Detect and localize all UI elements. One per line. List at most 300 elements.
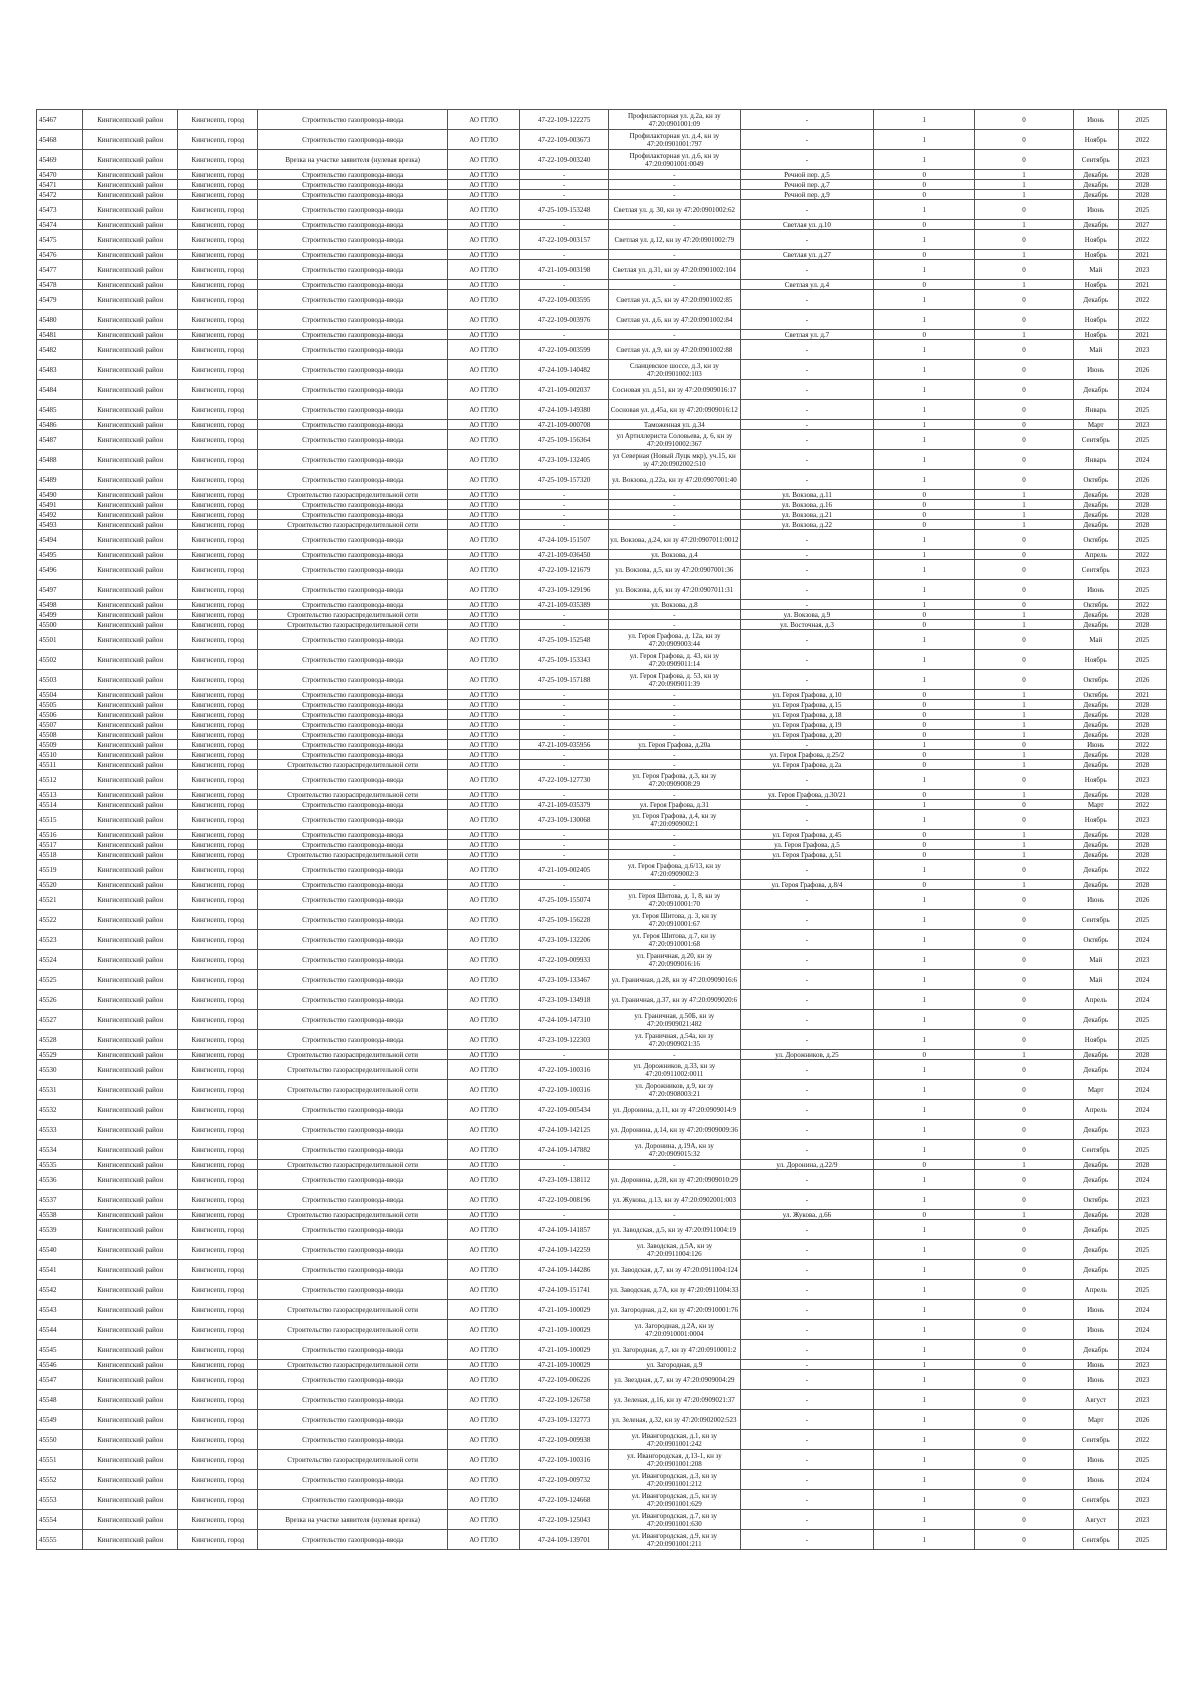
- district-cell: Кингисеппский район: [83, 1240, 178, 1260]
- street-address-cell: -: [740, 450, 874, 470]
- month-cell: Ноябрь: [1073, 770, 1118, 790]
- table-row: [37, 560, 1167, 580]
- street-address-cell: -: [740, 1470, 874, 1490]
- settlement-cell: Кингисепп, город: [178, 110, 258, 130]
- ident-cell: -: [520, 620, 609, 630]
- month-cell: Декабрь: [1073, 220, 1118, 230]
- flag-a-cell: 1: [874, 200, 975, 220]
- flag-a-cell: 0: [874, 710, 975, 720]
- organization-cell: АО ГГЛО: [447, 620, 519, 630]
- street-address-cell: ул. Вокзова, д.11: [740, 490, 874, 500]
- cadastral-address-cell: ул. Ивангородская, д.9, кн зу 47:20:0901001:211: [609, 1530, 741, 1550]
- settlement-cell: Кингисепп, город: [178, 1320, 258, 1340]
- flag-b-cell: 0: [975, 860, 1074, 880]
- month-cell: Сентябрь: [1073, 910, 1118, 930]
- street-address-cell: -: [740, 630, 874, 650]
- flag-b-cell: 1: [975, 190, 1074, 200]
- flag-b-cell: 0: [975, 560, 1074, 580]
- cadastral-address-cell: ул. Героя Графова, д.6/13, кн зу 47:20:0909002:3: [609, 860, 741, 880]
- month-cell: Декабрь: [1073, 170, 1118, 180]
- district-cell: Кингисеппский район: [83, 1410, 178, 1430]
- district-cell: Кингисеппский район: [83, 840, 178, 850]
- row-id: 45529: [37, 1050, 83, 1060]
- street-address-cell: -: [740, 1430, 874, 1450]
- flag-a-cell: 1: [874, 1010, 975, 1030]
- settlement-cell: Кингисепп, город: [178, 290, 258, 310]
- ident-cell: 47-22-109-006226: [520, 1370, 609, 1390]
- settlement-cell: Кингисепп, город: [178, 770, 258, 790]
- year-cell: 2022: [1118, 600, 1166, 610]
- organization-cell: АО ГГЛО: [447, 1170, 519, 1190]
- year-cell: 2022: [1118, 740, 1166, 750]
- settlement-cell: Кингисепп, город: [178, 1220, 258, 1240]
- flag-b-cell: 0: [975, 670, 1074, 690]
- row-id: 45541: [37, 1260, 83, 1280]
- table-row: [37, 580, 1167, 600]
- year-cell: 2028: [1118, 1050, 1166, 1060]
- settlement-cell: Кингисепп, город: [178, 190, 258, 200]
- district-cell: Кингисеппский район: [83, 970, 178, 990]
- month-cell: Декабрь: [1073, 620, 1118, 630]
- row-id: 45468: [37, 130, 83, 150]
- flag-a-cell: 0: [874, 520, 975, 530]
- cadastral-address-cell: ул. Граничная, д.54а, кн зу 47:20:0909021:35: [609, 1030, 741, 1050]
- work-type-cell: Строительство газопровода-ввода: [258, 430, 448, 450]
- street-address-cell: -: [740, 420, 874, 430]
- cadastral-address-cell: ул. Заводская, д.5, кн зу 47:20:0911004:19: [609, 1220, 741, 1240]
- district-cell: Кингисеппский район: [83, 400, 178, 420]
- district-cell: Кингисеппский район: [83, 580, 178, 600]
- year-cell: 2025: [1118, 530, 1166, 550]
- month-cell: Июнь: [1073, 1370, 1118, 1390]
- street-address-cell: -: [740, 950, 874, 970]
- settlement-cell: Кингисепп, город: [178, 1170, 258, 1190]
- ident-cell: 47-24-109-144286: [520, 1260, 609, 1280]
- street-address-cell: Речной пер. д.5: [740, 170, 874, 180]
- settlement-cell: Кингисепп, город: [178, 1030, 258, 1050]
- flag-b-cell: 0: [975, 130, 1074, 150]
- organization-cell: АО ГГЛО: [447, 930, 519, 950]
- cadastral-address-cell: ул. Вокзова, д.5, кн зу 47:20:0907001:36: [609, 560, 741, 580]
- organization-cell: АО ГГЛО: [447, 1490, 519, 1510]
- organization-cell: АО ГГЛО: [447, 1010, 519, 1030]
- flag-a-cell: 1: [874, 380, 975, 400]
- table-row: [37, 1140, 1167, 1160]
- street-address-cell: -: [740, 740, 874, 750]
- settlement-cell: Кингисепп, город: [178, 1390, 258, 1410]
- flag-b-cell: 0: [975, 630, 1074, 650]
- year-cell: 2025: [1118, 200, 1166, 220]
- row-id: 45521: [37, 890, 83, 910]
- ident-cell: -: [520, 170, 609, 180]
- district-cell: Кингисеппский район: [83, 110, 178, 130]
- cadastral-address-cell: Светлая ул. д.6, кн зу 47:20:0901002:84: [609, 310, 741, 330]
- organization-cell: АО ГГЛО: [447, 830, 519, 840]
- ident-cell: -: [520, 880, 609, 890]
- table-row: [37, 150, 1167, 170]
- month-cell: Декабрь: [1073, 850, 1118, 860]
- settlement-cell: Кингисепп, город: [178, 830, 258, 840]
- organization-cell: АО ГГЛО: [447, 190, 519, 200]
- ident-cell: -: [520, 190, 609, 200]
- street-address-cell: -: [740, 600, 874, 610]
- month-cell: Ноябрь: [1073, 130, 1118, 150]
- street-address-cell: -: [740, 1190, 874, 1210]
- settlement-cell: Кингисепп, город: [178, 610, 258, 620]
- cadastral-address-cell: Профилакторная ул. д.4, кн зу 47:20:0901001:797: [609, 130, 741, 150]
- year-cell: 2028: [1118, 850, 1166, 860]
- work-type-cell: Строительство газопровода-ввода: [258, 730, 448, 740]
- work-type-cell: Строительство газопровода-ввода: [258, 400, 448, 420]
- district-cell: Кингисеппский район: [83, 650, 178, 670]
- district-cell: Кингисеппский район: [83, 450, 178, 470]
- cadastral-address-cell: ул. Героя Графова, д. 53, кн зу 47:20:0909011:39: [609, 670, 741, 690]
- district-cell: Кингисеппский район: [83, 430, 178, 450]
- settlement-cell: Кингисепп, город: [178, 150, 258, 170]
- ident-cell: 47-22-109-009933: [520, 950, 609, 970]
- flag-a-cell: 1: [874, 930, 975, 950]
- settlement-cell: Кингисепп, город: [178, 260, 258, 280]
- work-type-cell: Строительство газопровода-ввода: [258, 600, 448, 610]
- street-address-cell: Речной пер. д.7: [740, 180, 874, 190]
- flag-b-cell: 0: [975, 260, 1074, 280]
- cadastral-address-cell: ул. Героя Графова, д. 43, кн зу 47:20:0909011:14: [609, 650, 741, 670]
- month-cell: Апрель: [1073, 990, 1118, 1010]
- settlement-cell: Кингисепп, город: [178, 470, 258, 490]
- cadastral-address-cell: ул. Ивангородская, д.7, кн зу 47:20:0901001:630: [609, 1510, 741, 1530]
- year-cell: 2028: [1118, 720, 1166, 730]
- year-cell: 2028: [1118, 510, 1166, 520]
- month-cell: Декабрь: [1073, 1260, 1118, 1280]
- ident-cell: 47-24-109-142259: [520, 1240, 609, 1260]
- year-cell: 2024: [1118, 1470, 1166, 1490]
- ident-cell: -: [520, 330, 609, 340]
- settlement-cell: Кингисепп, город: [178, 630, 258, 650]
- table-row: [37, 420, 1167, 430]
- row-id: 45496: [37, 560, 83, 580]
- street-address-cell: ул. Героя Графова, д.20: [740, 730, 874, 740]
- flag-a-cell: 1: [874, 630, 975, 650]
- row-id: 45486: [37, 420, 83, 430]
- ident-cell: 47-25-109-157320: [520, 470, 609, 490]
- cadastral-address-cell: ул. Заводская, д.5А, кн зу 47:20:0911004:126: [609, 1240, 741, 1260]
- street-address-cell: -: [740, 1260, 874, 1280]
- flag-b-cell: 0: [975, 770, 1074, 790]
- month-cell: Июнь: [1073, 1320, 1118, 1340]
- street-address-cell: -: [740, 1450, 874, 1470]
- district-cell: Кингисеппский район: [83, 1300, 178, 1320]
- street-address-cell: -: [740, 1280, 874, 1300]
- organization-cell: АО ГГЛО: [447, 1220, 519, 1240]
- settlement-cell: Кингисепп, город: [178, 730, 258, 740]
- cadastral-address-cell: ул. Вокзова, д.8: [609, 600, 741, 610]
- ident-cell: -: [520, 280, 609, 290]
- cadastral-address-cell: ул. Звездная, д.7, кн зу 47:20:0909004:29: [609, 1370, 741, 1390]
- district-cell: Кингисеппский район: [83, 690, 178, 700]
- settlement-cell: Кингисепп, город: [178, 1050, 258, 1060]
- street-address-cell: -: [740, 1080, 874, 1100]
- table-row: [37, 750, 1167, 760]
- ident-cell: -: [520, 700, 609, 710]
- flag-b-cell: 1: [975, 700, 1074, 710]
- work-type-cell: Строительство газопровода-ввода: [258, 220, 448, 230]
- row-id: 45512: [37, 770, 83, 790]
- settlement-cell: Кингисепп, город: [178, 340, 258, 360]
- row-id: 45526: [37, 990, 83, 1010]
- work-type-cell: Строительство газопровода-ввода: [258, 670, 448, 690]
- register-sheet: [36, 109, 1167, 1550]
- month-cell: Октябрь: [1073, 1190, 1118, 1210]
- table-row: [37, 490, 1167, 500]
- organization-cell: АО ГГЛО: [447, 1370, 519, 1390]
- flag-a-cell: 1: [874, 1360, 975, 1370]
- year-cell: 2025: [1118, 1530, 1166, 1550]
- organization-cell: АО ГГЛО: [447, 1450, 519, 1470]
- month-cell: Ноябрь: [1073, 650, 1118, 670]
- flag-b-cell: 0: [975, 580, 1074, 600]
- organization-cell: АО ГГЛО: [447, 520, 519, 530]
- work-type-cell: Строительство газопровода-ввода: [258, 340, 448, 360]
- cadastral-address-cell: ул Северная (Новый Луцк мкр), уч.15, кн зу 47:20:0902002:510: [609, 450, 741, 470]
- ident-cell: 47-22-109-008196: [520, 1190, 609, 1210]
- settlement-cell: Кингисепп, город: [178, 700, 258, 710]
- cadastral-address-cell: -: [609, 170, 741, 180]
- year-cell: 2025: [1118, 580, 1166, 600]
- cadastral-address-cell: Светлая ул. д.5, кн зу 47:20:0901002:85: [609, 290, 741, 310]
- table-row: [37, 950, 1167, 970]
- year-cell: 2026: [1118, 1410, 1166, 1430]
- street-address-cell: ул. Героя Графова, д.10: [740, 690, 874, 700]
- row-id: 45530: [37, 1060, 83, 1080]
- year-cell: 2025: [1118, 1450, 1166, 1470]
- settlement-cell: Кингисепп, город: [178, 750, 258, 760]
- table-row: [37, 180, 1167, 190]
- month-cell: Сентябрь: [1073, 150, 1118, 170]
- settlement-cell: Кингисепп, город: [178, 1470, 258, 1490]
- flag-b-cell: 0: [975, 1390, 1074, 1410]
- flag-b-cell: 0: [975, 1260, 1074, 1280]
- work-type-cell: Строительство газопровода-ввода: [258, 260, 448, 280]
- settlement-cell: Кингисепп, город: [178, 800, 258, 810]
- cadastral-address-cell: ул. Героя Шитова, д. 3, кн зу 47:20:0910001:67: [609, 910, 741, 930]
- district-cell: Кингисеппский район: [83, 1360, 178, 1370]
- flag-a-cell: 1: [874, 1120, 975, 1140]
- settlement-cell: Кингисепп, город: [178, 1160, 258, 1170]
- district-cell: Кингисеппский район: [83, 910, 178, 930]
- work-type-cell: Строительство газораспределительной сети: [258, 1210, 448, 1220]
- ident-cell: 47-22-109-003673: [520, 130, 609, 150]
- year-cell: 2025: [1118, 1010, 1166, 1030]
- cadastral-address-cell: ул. Зеленая, д.32, кн зу 47:20:0902002:523: [609, 1410, 741, 1430]
- table-row: [37, 190, 1167, 200]
- month-cell: Ноябрь: [1073, 310, 1118, 330]
- year-cell: 2028: [1118, 750, 1166, 760]
- year-cell: 2024: [1118, 450, 1166, 470]
- district-cell: Кингисеппский район: [83, 190, 178, 200]
- organization-cell: АО ГГЛО: [447, 170, 519, 180]
- row-id: 45517: [37, 840, 83, 850]
- row-id: 45543: [37, 1300, 83, 1320]
- ident-cell: 47-24-109-141857: [520, 1220, 609, 1240]
- row-id: 45536: [37, 1170, 83, 1190]
- ident-cell: -: [520, 840, 609, 850]
- month-cell: Декабрь: [1073, 790, 1118, 800]
- flag-b-cell: 0: [975, 1100, 1074, 1120]
- cadastral-address-cell: ул. Доронина, д.14, кн зу 47:20:0909009:36: [609, 1120, 741, 1140]
- month-cell: Июнь: [1073, 200, 1118, 220]
- cadastral-address-cell: ул. Дорожников, д.9, кн зу 47:20:0908003:21: [609, 1080, 741, 1100]
- month-cell: Ноябрь: [1073, 810, 1118, 830]
- cadastral-address-cell: -: [609, 830, 741, 840]
- row-id: 45546: [37, 1360, 83, 1370]
- cadastral-address-cell: ул. Загородная, д.7, кн зу 47:20:0910001:2: [609, 1340, 741, 1360]
- row-id: 45502: [37, 650, 83, 670]
- organization-cell: АО ГГЛО: [447, 260, 519, 280]
- flag-a-cell: 0: [874, 490, 975, 500]
- settlement-cell: Кингисепп, город: [178, 310, 258, 330]
- settlement-cell: Кингисепп, город: [178, 1280, 258, 1300]
- flag-a-cell: 1: [874, 430, 975, 450]
- settlement-cell: Кингисепп, город: [178, 1340, 258, 1360]
- cadastral-address-cell: -: [609, 880, 741, 890]
- organization-cell: АО ГГЛО: [447, 550, 519, 560]
- organization-cell: АО ГГЛО: [447, 560, 519, 580]
- organization-cell: АО ГГЛО: [447, 1390, 519, 1410]
- cadastral-address-cell: ул. Вокзова, д.6, кн зу 47:20:0907011:31: [609, 580, 741, 600]
- street-address-cell: ул. Героя Графова, д.51: [740, 850, 874, 860]
- ident-cell: 47-24-109-140482: [520, 360, 609, 380]
- flag-a-cell: 1: [874, 1390, 975, 1410]
- street-address-cell: ул. Героя Графова, д.45: [740, 830, 874, 840]
- flag-b-cell: 1: [975, 1210, 1074, 1220]
- ident-cell: 47-25-109-153248: [520, 200, 609, 220]
- month-cell: Ноябрь: [1073, 230, 1118, 250]
- year-cell: 2028: [1118, 500, 1166, 510]
- row-id: 45477: [37, 260, 83, 280]
- work-type-cell: Врезка на участке заявителя (нулевая врезка): [258, 150, 448, 170]
- year-cell: 2022: [1118, 310, 1166, 330]
- cadastral-address-cell: ул. Ивангородская, д.3, кн зу 47:20:0901001:212: [609, 1470, 741, 1490]
- flag-b-cell: 1: [975, 330, 1074, 340]
- month-cell: Декабрь: [1073, 510, 1118, 520]
- month-cell: Сентябрь: [1073, 1140, 1118, 1160]
- district-cell: Кингисеппский район: [83, 470, 178, 490]
- work-type-cell: Строительство газопровода-ввода: [258, 840, 448, 850]
- flag-a-cell: 1: [874, 310, 975, 330]
- flag-a-cell: 1: [874, 1430, 975, 1450]
- district-cell: Кингисеппский район: [83, 740, 178, 750]
- district-cell: Кингисеппский район: [83, 930, 178, 950]
- table-row: [37, 600, 1167, 610]
- district-cell: Кингисеппский район: [83, 340, 178, 360]
- flag-a-cell: 1: [874, 550, 975, 560]
- work-type-cell: Строительство газораспределительной сети: [258, 760, 448, 770]
- table-row: [37, 250, 1167, 260]
- month-cell: Декабрь: [1073, 1170, 1118, 1190]
- street-address-cell: ул. Героя Графова, д.19: [740, 720, 874, 730]
- organization-cell: АО ГГЛО: [447, 490, 519, 500]
- organization-cell: АО ГГЛО: [447, 1030, 519, 1050]
- organization-cell: АО ГГЛО: [447, 220, 519, 230]
- organization-cell: АО ГГЛО: [447, 850, 519, 860]
- cadastral-address-cell: ул. Граничная, д.20, кн зу 47:20:0909016:16: [609, 950, 741, 970]
- month-cell: Декабрь: [1073, 880, 1118, 890]
- cadastral-address-cell: -: [609, 250, 741, 260]
- organization-cell: АО ГГЛО: [447, 430, 519, 450]
- flag-b-cell: 0: [975, 400, 1074, 420]
- district-cell: Кингисеппский район: [83, 700, 178, 710]
- settlement-cell: Кингисепп, город: [178, 420, 258, 430]
- row-id: 45528: [37, 1030, 83, 1050]
- street-address-cell: -: [740, 1300, 874, 1320]
- organization-cell: АО ГГЛО: [447, 1260, 519, 1280]
- row-id: 45554: [37, 1510, 83, 1530]
- flag-a-cell: 1: [874, 150, 975, 170]
- flag-b-cell: 1: [975, 790, 1074, 800]
- district-cell: Кингисеппский район: [83, 890, 178, 910]
- ident-cell: 47-21-109-036450: [520, 550, 609, 560]
- settlement-cell: Кингисепп, город: [178, 250, 258, 260]
- month-cell: Июнь: [1073, 740, 1118, 750]
- table-row: [37, 510, 1167, 520]
- row-id: 45540: [37, 1240, 83, 1260]
- ident-cell: 47-22-109-100316: [520, 1080, 609, 1100]
- table-row: [37, 1410, 1167, 1430]
- year-cell: 2021: [1118, 280, 1166, 290]
- work-type-cell: Строительство газопровода-ввода: [258, 1170, 448, 1190]
- table-row: [37, 1370, 1167, 1390]
- cadastral-address-cell: -: [609, 840, 741, 850]
- work-type-cell: Строительство газопровода-ввода: [258, 1220, 448, 1240]
- flag-a-cell: 1: [874, 1470, 975, 1490]
- ident-cell: 47-22-109-100316: [520, 1060, 609, 1080]
- month-cell: Сентябрь: [1073, 1530, 1118, 1550]
- organization-cell: АО ГГЛО: [447, 230, 519, 250]
- table-row: [37, 760, 1167, 770]
- work-type-cell: Строительство газопровода-ввода: [258, 380, 448, 400]
- cadastral-address-cell: ул. Героя Графова, д.4, кн зу 47:20:0909002:1: [609, 810, 741, 830]
- cadastral-address-cell: ул. Ивангородская, д.13-1, кн зу 47:20:0901001:208: [609, 1450, 741, 1470]
- flag-b-cell: 1: [975, 500, 1074, 510]
- cadastral-address-cell: ул. Жукова, д.13, кн зу 47:20:0902001:003: [609, 1190, 741, 1210]
- work-type-cell: Строительство газопровода-ввода: [258, 470, 448, 490]
- row-id: 45504: [37, 690, 83, 700]
- table-row: [37, 1160, 1167, 1170]
- district-cell: Кингисеппский район: [83, 610, 178, 620]
- year-cell: 2028: [1118, 830, 1166, 840]
- work-type-cell: Строительство газопровода-ввода: [258, 420, 448, 430]
- year-cell: 2026: [1118, 470, 1166, 490]
- month-cell: Сентябрь: [1073, 430, 1118, 450]
- cadastral-address-cell: -: [609, 1210, 741, 1220]
- ident-cell: 47-25-109-155074: [520, 890, 609, 910]
- street-address-cell: Светлая ул. д.27: [740, 250, 874, 260]
- table-row: [37, 710, 1167, 720]
- month-cell: Декабрь: [1073, 860, 1118, 880]
- flag-a-cell: 0: [874, 880, 975, 890]
- month-cell: Август: [1073, 1510, 1118, 1530]
- cadastral-address-cell: ул. Вокзова, д.4: [609, 550, 741, 560]
- cadastral-address-cell: ул. Героя Шитова, д. 1, 8, кн зу 47:20:0910001:70: [609, 890, 741, 910]
- flag-a-cell: 1: [874, 1190, 975, 1210]
- district-cell: Кингисеппский район: [83, 520, 178, 530]
- table-row: [37, 860, 1167, 880]
- year-cell: 2028: [1118, 610, 1166, 620]
- work-type-cell: Строительство газопровода-ввода: [258, 750, 448, 760]
- district-cell: Кингисеппский район: [83, 130, 178, 150]
- organization-cell: АО ГГЛО: [447, 1190, 519, 1210]
- ident-cell: 47-23-109-122303: [520, 1030, 609, 1050]
